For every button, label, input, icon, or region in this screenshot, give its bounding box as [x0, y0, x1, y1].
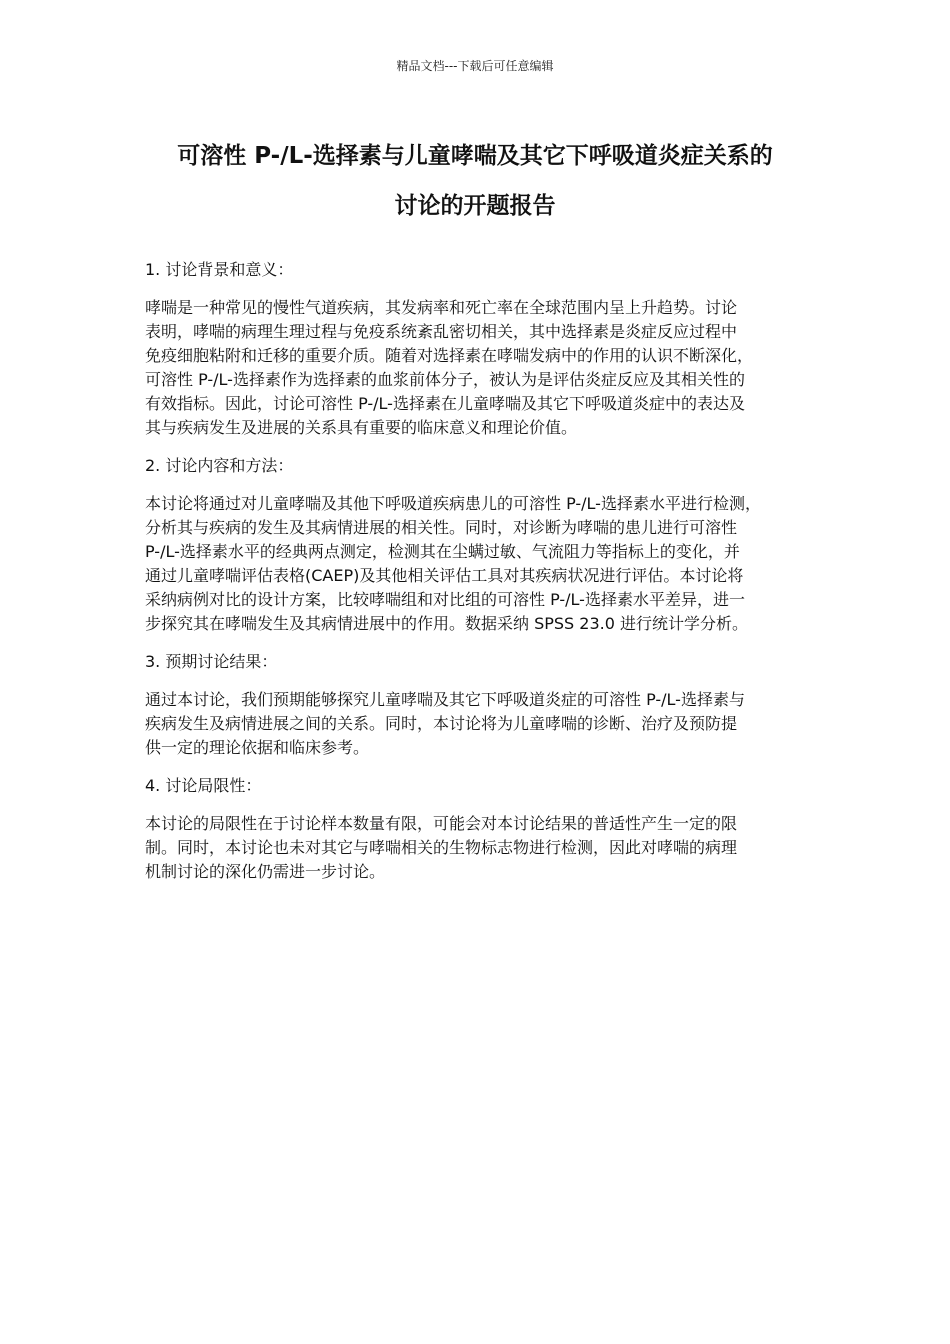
title-line-1: 可溶性 P-/L-选择素与儿童哮喘及其它下呼吸道炎症关系的 [177, 143, 773, 169]
paragraph-line: 通过本讨论，我们预期能够探究儿童哮喘及其它下呼吸道炎症的可溶性 P-/L-选择素与 [145, 690, 745, 709]
document-body [145, 258, 810, 898]
document-title [110, 131, 840, 231]
section-heading-expected-results: 3. 预期讨论结果： [145, 652, 278, 671]
paragraph-line: 通过儿童哮喘评估表格(CAEP)及其他相关评估工具对其疾病状况进行评估。本讨论将 [145, 566, 744, 585]
section-paragraph-methods [145, 492, 810, 636]
paragraph-line: 机制讨论的深化仍需进一步讨论。 [145, 862, 386, 881]
section-heading-background: 1. 讨论背景和意义： [145, 260, 294, 279]
paragraph-line: 可溶性 P-/L-选择素作为选择素的血浆前体分子，被认为是评估炎症反应及其相关性的 [145, 370, 745, 389]
paragraph-line: 分析其与疾病的发生及其病情进展的相关性。同时，对诊断为哮喘的患儿进行可溶性 [145, 518, 738, 537]
paragraph-line: 制。同时，本讨论也未对其它与哮喘相关的生物标志物进行检测，因此对哮喘的病理 [145, 838, 738, 857]
paragraph-line: P-/L-选择素水平的经典两点测定，检测其在尘螨过敏、气流阻力等指标上的变化，并 [145, 542, 740, 561]
paragraph-line: 供一定的理论依据和临床参考。 [145, 738, 370, 757]
paragraph-line: 步探究其在哮喘发生及其病情进展中的作用。数据采纳 SPSS 23.0 进行统计学分析。 [145, 614, 749, 633]
section-heading-methods: 2. 讨论内容和方法： [145, 456, 294, 475]
paragraph-line: 采纳病例对比的设计方案，比较哮喘组和对比组的可溶性 P-/L-选择素水平差异，进一 [145, 590, 745, 609]
paragraph-line: 本讨论将通过对儿童哮喘及其他下呼吸道疾病患儿的可溶性 P-/L-选择素水平进行检测， [145, 494, 761, 513]
section-paragraph-expected-results [145, 688, 810, 760]
section-heading-limitations: 4. 讨论局限性： [145, 776, 262, 795]
paragraph-line: 哮喘是一种常见的慢性气道疾病，其发病率和死亡率在全球范围内呈上升趋势。讨论 [145, 298, 738, 317]
paragraph-line: 表明，哮喘的病理生理过程与免疫系统紊乱密切相关，其中选择素是炎症反应过程中 [145, 322, 738, 341]
page-header: 精品文档---下载后可任意编辑 [396, 59, 554, 73]
paragraph-line: 其与疾病发生及进展的关系具有重要的临床意义和理论价值。 [145, 418, 578, 437]
paragraph-line: 免疫细胞粘附和迁移的重要介质。随着对选择素在哮喘发病中的作用的认识不断深化， [145, 346, 754, 365]
paragraph-line: 本讨论的局限性在于讨论样本数量有限，可能会对本讨论结果的普适性产生一定的限 [145, 814, 738, 833]
section-paragraph-limitations [145, 812, 810, 884]
paragraph-line: 疾病发生及病情进展之间的关系。同时，本讨论将为儿童哮喘的诊断、治疗及预防提 [145, 714, 738, 733]
paragraph-line: 有效指标。因此，讨论可溶性 P-/L-选择素在儿童哮喘及其它下呼吸道炎症中的表达及 [145, 394, 745, 413]
section-paragraph-background [145, 296, 810, 440]
title-line-2: 讨论的开题报告 [394, 193, 556, 219]
